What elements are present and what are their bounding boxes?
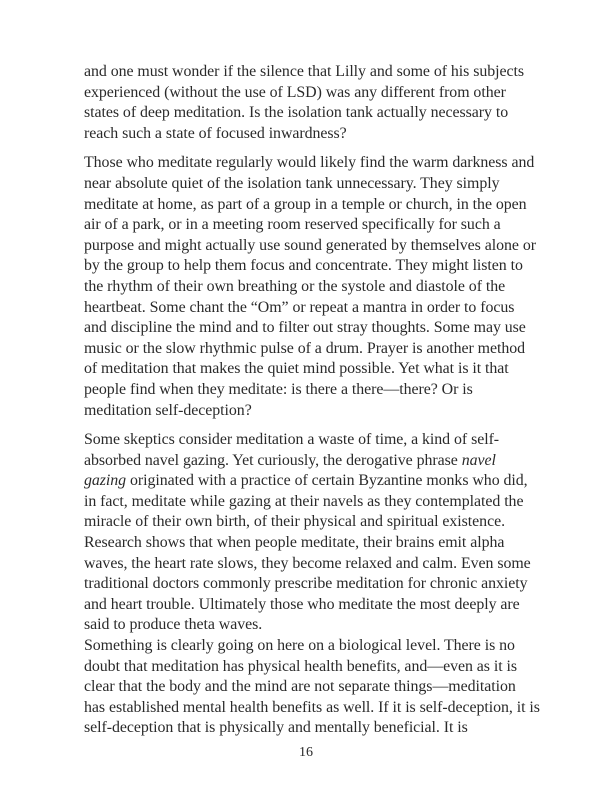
paragraph-2	[84, 153, 540, 421]
page-body	[84, 62, 540, 739]
paragraph-3	[84, 430, 540, 636]
paragraph-3-text-a: Some skeptics consider meditation a waste of time, a kind of self-absorbed navel gazing. Yet curiously, the derogative phrase	[84, 431, 500, 469]
paragraph-1	[84, 62, 540, 144]
paragraph-4	[84, 636, 540, 739]
paragraph-1-text: and one must wonder if the silence that Lilly and some of his subjects experienced (without the use of LSD) was any different from other states of deep meditation. Is the isolation tank actually necessary to reach such a state of focused inwardness?	[84, 63, 525, 142]
paragraph-3-italic-phrase: navel gazing	[84, 451, 496, 490]
paragraph-4-text: Something is clearly going on here on a biological level. There is no doubt that meditation has physical health benefits, and—even as it is clear that the body and the mind are not separate things—meditation has established mental health benefits as well. If it is self-deception, it is self-deception that is physically and mentally beneficial. It is	[84, 637, 540, 737]
paragraph-2-text: Those who meditate regularly would likely find the warm darkness and near absolute quiet of the isolation tank unnecessary. They simply meditate at home, as part of a group in a temple or church, in the open air of a park, or in a meeting room reserved specifically for such a purpose and might actually use sound generated by themselves alone or by the group to help them focus and concentrate. They might listen to the rhythm of their own breathing or the systole and diastole of the heartbeat. Some chant the “Om” or repeat a mantra in order to focus and discipline the mind and to filter out stray thoughts. Some may use music or the slow rhythmic pulse of a drum. Prayer is another method of meditation that makes the quiet mind possible. Yet what is it that people find when they meditate: is there a there—there? Or is meditation self-deception?	[84, 154, 536, 419]
paragraph-3-text-b: originated with a practice of certain Byzantine monks who did, in fact, meditate while gazing at their navels as they contemplated the miracle of their own birth, of their physical and spiritual existence. Research shows that when people meditate, their brains emit alpha waves, the heart rate slows, they become relaxed and calm. Even some traditional doctors commonly prescribe meditation for chronic anxiety and heart trouble. Ultimately those who meditate the most deeply are said to produce theta waves.	[84, 472, 531, 634]
page-number: 16	[299, 745, 313, 760]
